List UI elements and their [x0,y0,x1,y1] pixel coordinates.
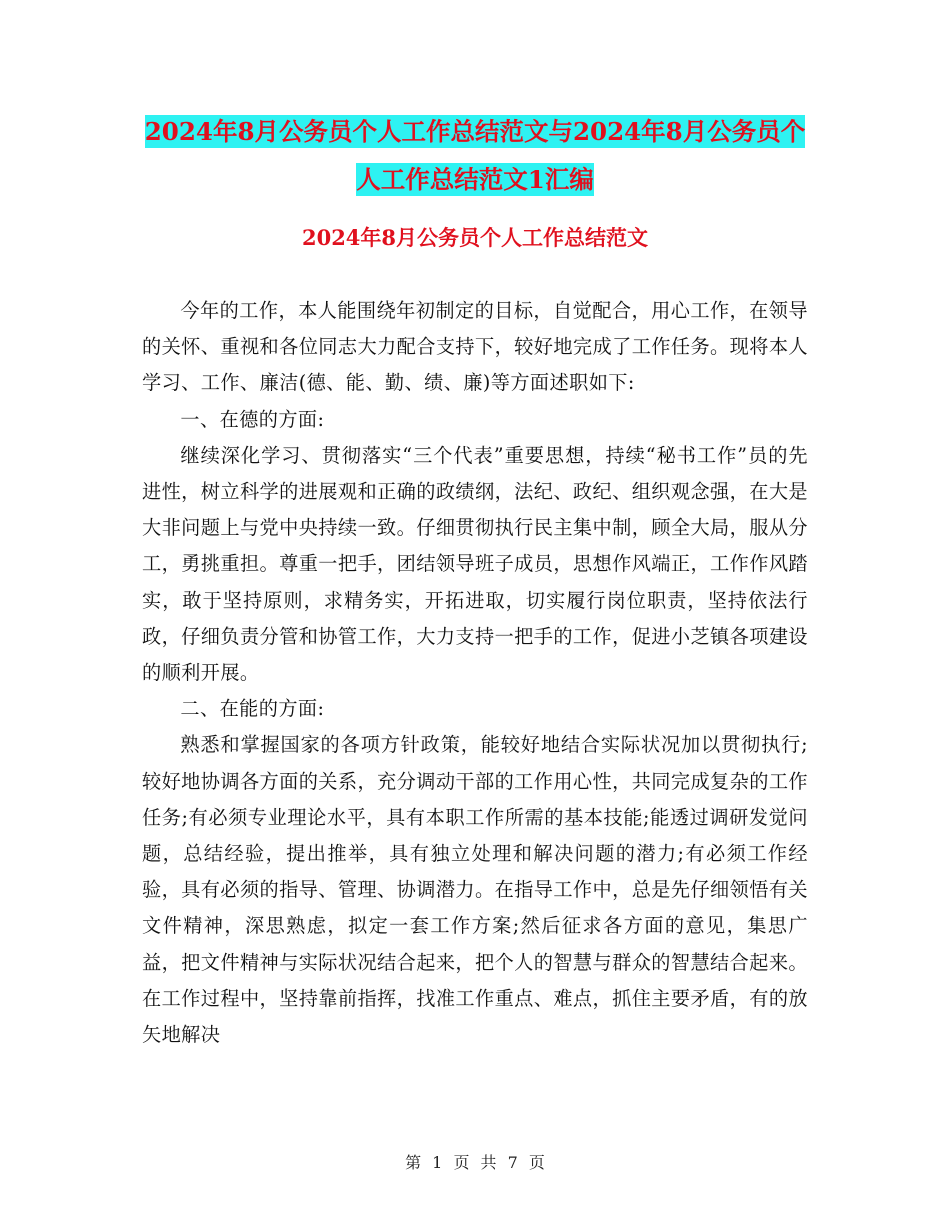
paragraph-morality: 继续深化学习、贯彻落实“三个代表”重要思想，持续“秘书工作”员的先进性，树立科学的进展观和正确的政绩纲，法纪、政纪、组织观念强，在大是大非问题上与党中央持续一致。仔细贯彻执行民主集中制，顾全大局，服从分工，勇挑重担。尊重一把手，团结领导班子成员，思想作风端正，工作作风踏实，敢于坚持原则，求精务实，开拓进取，切实履行岗位职责，坚持依法行政，仔细负责分管和协管工作，大力支持一把手的工作，促进小芝镇各项建设的顺利开展。 [142,443,808,685]
document-title: 2024年8月公务员个人工作总结范文与2024年8月公务员个人工作总结范文1汇编 [144,117,806,194]
page-footer: 第 1 页 共 7 页 [405,1153,545,1172]
paragraph-ability: 熟悉和掌握国家的各项方针政策，能较好地结合实际状况加以贯彻执行;较好地协调各方面的关系，充分调动干部的工作用心性，共同完成复杂的工作任务;有必须专业理论水平，具有本职工作所需的基本技能;能透过调研发觉问题，总结经验，提出推举，具有独立处理和解决问题的潜力;有必须工作经验，具有必须的指导、管理、协调潜力。在指导工作中，总是先仔细领悟有关文件精神，深思熟虑，拟定一套工作方案;然后征求各方面的意见，集思广益，把文件精神与实际状况结合起来，把个人的智慧与群众的智慧结合起来。在工作过程中，坚持靠前指挥，找准工作重点、难点，抓住主要矛盾，有的放矢地解决 [142,733,808,1047]
heading-ability: 二、在能的方面: [180,697,325,721]
paragraph-intro: 今年的工作，本人能围绕年初制定的目标，自觉配合，用心工作，在领导的关怀、重视和各位同志大力配合支持下，较好地完成了工作任务。现将本人学习、工作、廉洁(德、能、勤、绩、廉)等方面述职如下: [142,299,808,395]
document-body [142,293,808,1053]
section-title: 2024年8月公务员个人工作总结范文 [301,225,649,250]
heading-morality: 一、在德的方面: [180,407,325,431]
